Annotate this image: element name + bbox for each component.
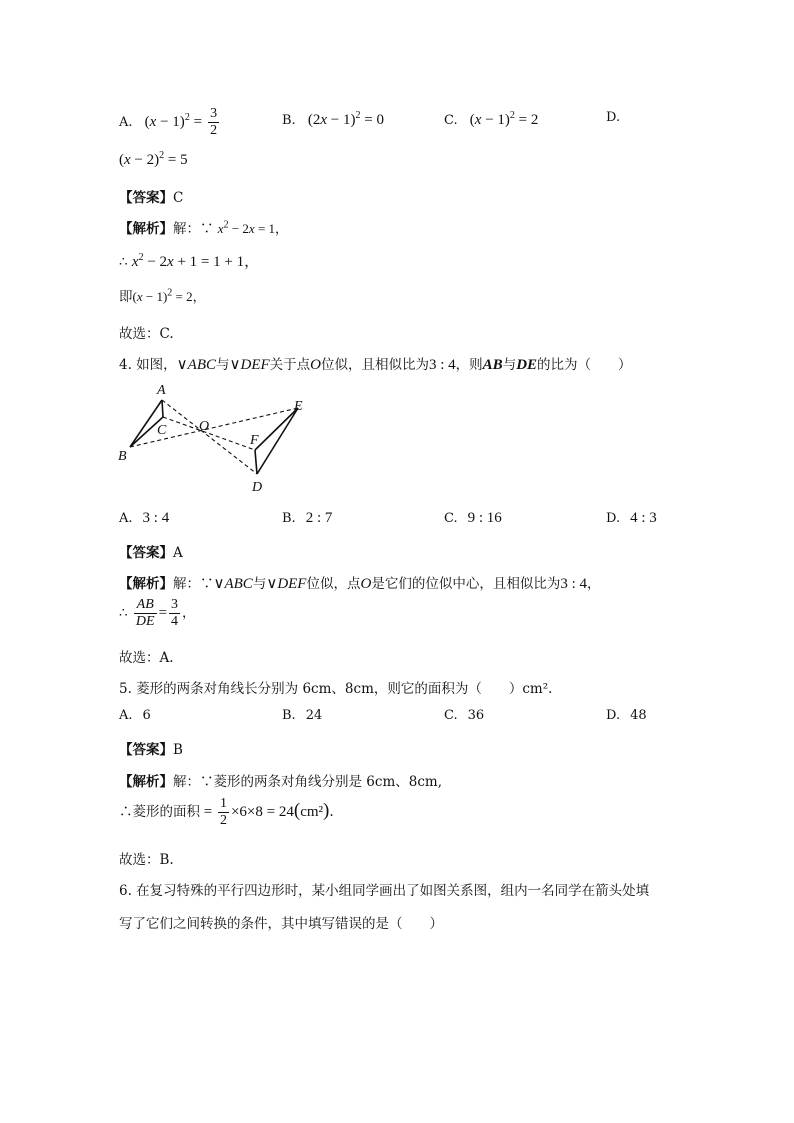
q5-option-b: B. 24 — [282, 708, 323, 723]
q4-figure — [110, 378, 320, 498]
q5-option-d: D. 48 — [606, 708, 647, 723]
q4-option-c: C. 9 : 16 — [444, 510, 502, 526]
q5-answer: 【答案】B — [119, 742, 183, 758]
q3-analysis-line1: 【解析】解：∵ $x^2 - 2x = 1$， — [119, 219, 289, 237]
q5-conclusion: 故选：B. — [119, 852, 174, 868]
q4-analysis-line2: ∴ $\frac{AB}{DE}$ = $\frac{3}{4}$ ， — [119, 597, 196, 629]
q3-analysis-line3: 即$(x - 1)^2 = 2$， — [119, 287, 206, 305]
label-F: F — [250, 433, 259, 448]
label-B: B — [118, 449, 127, 464]
q5-stem: 5. 菱形的两条对角线长分别为 6cm、8cm，则它的面积为（ ）cm². — [119, 681, 553, 697]
q3-conclusion: 故选：C. — [119, 326, 174, 342]
q4-answer: 【答案】A — [119, 545, 183, 561]
label-A: A — [157, 383, 166, 398]
q6-stem-line1: 6. 在复习特殊的平行四边形时，某小组同学画出了如图关系图，组内一名同学在箭头处填 — [119, 883, 650, 899]
q3-option-a: A. $(x - 1)^2$ = $\frac{3}{2}$ — [119, 106, 218, 138]
q4-stem: 4. 如图，∨ABC与∨DEF关于点O位似，且相似比为3 : 4，则AB与DE的比为（ ） — [119, 357, 632, 373]
label-E: E — [294, 399, 303, 414]
q4-option-a: A. 3 : 4 — [119, 510, 170, 526]
q6-stem-line2: 写了它们之间转换的条件，其中填写错误的是（ ） — [119, 916, 443, 932]
q3-option-d: D. — [606, 110, 621, 125]
q3-analysis-line2: ∴ $x^2 - 2x + 1 = 1 + 1$， — [119, 252, 260, 270]
q4-option-d: D. 4 : 3 — [606, 510, 657, 526]
q4-conclusion: 故选：A. — [119, 650, 174, 666]
label-D: D — [252, 480, 263, 495]
q5-analysis-line2: ∴菱形的面积 = $\frac{1}{2}$ ×6×8 = 24(cm²). — [119, 796, 334, 828]
q3-option-b: B. $(2x - 1)^2 = 0$ — [282, 110, 384, 128]
q5-option-c: C. 36 — [444, 708, 485, 723]
q3-answer: 【答案】C — [119, 190, 184, 206]
q5-analysis-line1: 【解析】解：∵菱形的两条对角线分别是 6cm、8cm, — [119, 774, 442, 790]
q4-analysis-line1: 【解析】解：∵∨ABC与∨DEF位似，点O是它们的位似中心，且相似比为3 : 4， — [119, 576, 601, 592]
q5-option-a: A. 6 — [119, 708, 151, 723]
q4-option-b: B. 2 : 7 — [282, 510, 333, 526]
q3-option-c: C. $(x - 1)^2 = 2$ — [444, 110, 539, 128]
q3-option-d-expr: $(x - 2)^2 = 5$ — [119, 150, 188, 168]
label-C: C — [157, 423, 167, 438]
label-O: O — [199, 419, 210, 434]
